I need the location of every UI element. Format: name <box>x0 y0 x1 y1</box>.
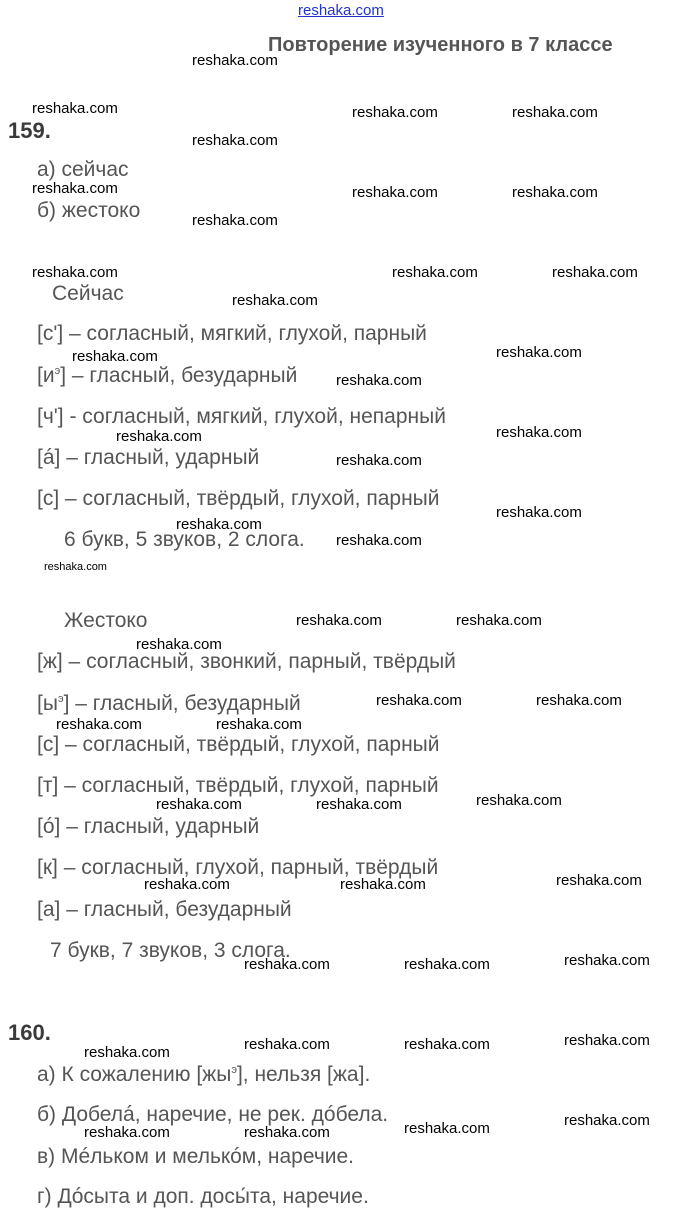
watermark: reshaka.com <box>32 180 118 197</box>
task-number-159: 159. <box>8 118 51 143</box>
watermark: reshaka.com <box>392 264 478 281</box>
word1-row-3 <box>37 405 446 429</box>
watermark: reshaka.com <box>476 792 562 809</box>
watermark: reshaka.com <box>496 504 582 521</box>
sound: [ó] <box>37 815 61 838</box>
sound: [к] <box>37 856 58 879</box>
sound-bracket: ] <box>60 364 67 387</box>
watermark: reshaka.com <box>176 516 262 533</box>
watermark: reshaka.com <box>156 796 242 813</box>
word1-row-2 <box>37 364 297 388</box>
watermark: reshaka.com <box>192 52 278 69</box>
sound-superscript: э <box>57 693 64 705</box>
watermark: reshaka.com <box>72 348 158 365</box>
sound-description: – гласный, ударный <box>60 815 260 838</box>
sound: [и <box>37 364 55 387</box>
watermark: reshaka.com <box>536 692 622 709</box>
item-text-end: ], нельзя [жа]. <box>236 1063 371 1086</box>
watermark: reshaka.com <box>136 636 222 653</box>
watermark: reshaka.com <box>244 956 330 973</box>
sound: [т] <box>37 774 59 797</box>
watermark: reshaka.com <box>44 561 107 573</box>
watermark: reshaka.com <box>316 796 402 813</box>
sound: [с'] <box>37 322 64 345</box>
sound-description: – согласный, мягкий, глухой, парный <box>63 322 427 345</box>
watermark: reshaka.com <box>352 104 438 121</box>
word1-row-5 <box>37 487 440 511</box>
watermark: reshaka.com <box>336 452 422 469</box>
watermark: reshaka.com <box>376 692 462 709</box>
watermark: reshaka.com <box>192 212 278 229</box>
item-text: а) К сожалению [жы <box>37 1063 232 1086</box>
sound-description: – гласный, безударный <box>66 364 298 387</box>
sound-description: – согласный, твёрдый, глухой, парный <box>59 733 440 756</box>
sound: [ч'] <box>37 405 64 428</box>
word2-row-2 <box>37 692 301 716</box>
sound: [с] <box>37 487 60 510</box>
watermark: reshaka.com <box>512 184 598 201</box>
watermark: reshaka.com <box>32 100 118 117</box>
task159-item-a: а) сейчас <box>37 158 129 181</box>
watermark: reshaka.com <box>556 872 642 889</box>
sound-description: – согласный, звонкий, парный, твёрдый <box>62 650 456 673</box>
section-title: Повторение изученного в 7 классе <box>268 34 613 56</box>
task159-item-b: б) жестоко <box>37 199 141 222</box>
watermark: reshaka.com <box>564 1112 650 1129</box>
watermark: reshaka.com <box>192 132 278 149</box>
word2-row-4 <box>37 774 439 798</box>
word2-row-7 <box>37 898 292 922</box>
sound: [ы <box>37 692 58 715</box>
sound-description: – гласный, ударный <box>60 446 260 469</box>
watermark: reshaka.com <box>336 372 422 389</box>
sound: [á] <box>37 446 61 469</box>
watermark: reshaka.com <box>340 876 426 893</box>
watermark: reshaka.com <box>512 104 598 121</box>
word1-summary: 6 букв, 5 звуков, 2 слога. <box>64 528 305 551</box>
watermark: reshaka.com <box>496 424 582 441</box>
word2-row-5 <box>37 815 259 839</box>
sound-description: – согласный, твёрдый, глухой, парный <box>59 487 440 510</box>
word2-summary: 7 букв, 7 звуков, 3 слога. <box>50 939 291 962</box>
task160-item-a <box>37 1063 370 1087</box>
watermark: reshaka.com <box>352 184 438 201</box>
watermark: reshaka.com <box>564 952 650 969</box>
watermark: reshaka.com <box>232 292 318 309</box>
task160-item-c: в) Мéльком и мелькóм, наречие. <box>37 1145 354 1168</box>
watermark: reshaka.com <box>564 1032 650 1049</box>
watermark: reshaka.com <box>144 876 230 893</box>
sound: [ж] <box>37 650 63 673</box>
watermark: reshaka.com <box>296 612 382 629</box>
sound-bracket: ] <box>63 692 70 715</box>
word1-row-4 <box>37 446 259 470</box>
sound-superscript: э <box>54 365 61 377</box>
sound-description: – согласный, глухой, парный, твёрдый <box>57 856 439 879</box>
watermark: reshaka.com <box>552 264 638 281</box>
watermark: reshaka.com <box>32 264 118 281</box>
watermark: reshaka.com <box>336 532 422 549</box>
task-number-160: 160. <box>8 1020 51 1045</box>
watermark: reshaka.com <box>404 1120 490 1137</box>
sound-description: – гласный, безударный <box>69 692 301 715</box>
word2-row-1 <box>37 650 456 674</box>
sound-superscript: э <box>231 1064 237 1076</box>
watermark: reshaka.com <box>56 716 142 733</box>
sound-description: – согласный, твёрдый, глухой, парный <box>58 774 439 797</box>
watermark: reshaka.com <box>84 1124 170 1141</box>
sound-description: – гласный, безударный <box>60 898 292 921</box>
word2-row-3 <box>37 733 440 757</box>
watermark: reshaka.com <box>244 1124 330 1141</box>
watermark: reshaka.com <box>496 344 582 361</box>
word1-row-1 <box>37 322 427 346</box>
watermark: reshaka.com <box>84 1044 170 1061</box>
watermark: reshaka.com <box>404 956 490 973</box>
watermark: reshaka.com <box>216 716 302 733</box>
site-header-link[interactable]: reshaka.com <box>298 2 384 19</box>
sound: [с] <box>37 733 60 756</box>
watermark: reshaka.com <box>456 612 542 629</box>
task160-item-d: г) Дóсыта и доп. досы́та, наречие. <box>37 1185 369 1208</box>
watermark: reshaka.com <box>244 1036 330 1053</box>
watermark: reshaka.com <box>116 428 202 445</box>
sound-description: - согласный, мягкий, глухой, непарный <box>63 405 446 428</box>
task160-item-b: б) Добелá, наречие, не рек. дóбела. <box>37 1103 389 1126</box>
word2-title: Жестоко <box>64 609 148 632</box>
watermark: reshaka.com <box>404 1036 490 1053</box>
word1-title: Сейчас <box>52 282 124 305</box>
sound: [а] <box>37 898 61 921</box>
